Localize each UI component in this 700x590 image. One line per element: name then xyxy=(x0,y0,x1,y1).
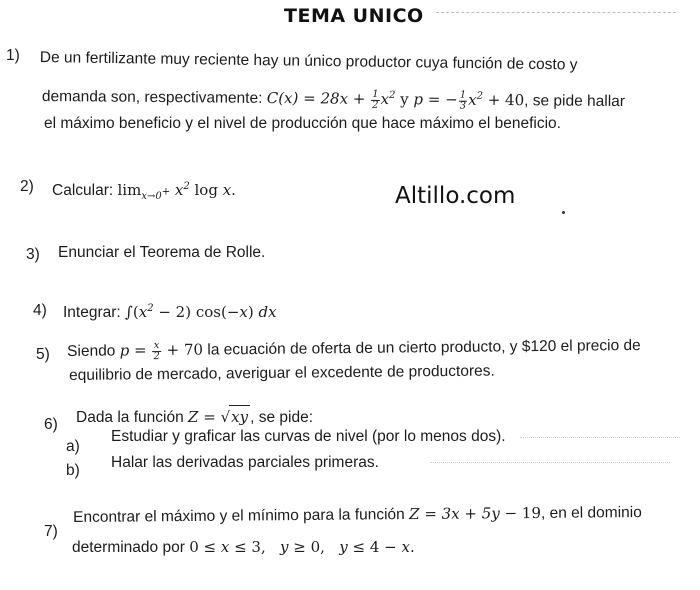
supply-equation: p = $\frac{x}{2}$ + 70 xyxy=(119,339,204,362)
question-6-text xyxy=(76,405,313,429)
question-5-line-2: equilibrio de mercado, averiguar el excedente de productores. xyxy=(69,362,495,384)
question-6b-text: Halar las derivadas parciales primeras. xyxy=(111,454,379,471)
question-2-number: 2) xyxy=(20,178,34,195)
question-4-text xyxy=(63,298,277,324)
question-6-number: 6) xyxy=(44,416,58,433)
cost-demand-formula: C(x) = 28x + $\frac{1}{2}$ $x^2$ y p = − $\frac{1}{3}$ $x^2 + 40$ xyxy=(266,88,525,112)
function-z-sqrt: Z = √xy xyxy=(188,408,250,426)
question-3-number: 3) xyxy=(26,246,40,263)
objective-function: Z = 3x + 5y − 19 xyxy=(408,503,542,524)
question-1-lead: demanda son, respectivamente: xyxy=(41,87,263,107)
speck xyxy=(562,211,565,214)
question-6-lead: Dada la función xyxy=(76,409,184,426)
question-5-lead: Siendo xyxy=(67,342,116,360)
limit-expression: $\lim_{x\to 0^+} x^2$ log x. xyxy=(117,181,236,202)
question-1-line-2 xyxy=(42,82,625,113)
question-6-tail: , se pide: xyxy=(250,409,313,426)
faint-mark xyxy=(520,437,680,438)
question-7-lead: Encontrar el máximo y el mínimo para la función xyxy=(73,506,405,526)
domain-constraints: 0 ≤ x ≤ 3, y ≥ 0, y ≤ 4 − x. xyxy=(189,538,415,556)
question-2-lead: Calcular: xyxy=(52,182,114,199)
question-5-tail: la ecuación de oferta de un cierto producto, y $120 el precio de xyxy=(207,336,641,359)
question-1-number: 1) xyxy=(6,47,20,64)
header-rule xyxy=(436,12,676,13)
question-1-line-3: el máximo beneficio y el nivel de producción que hace máximo el beneficio. xyxy=(44,115,561,132)
question-7-number: 7) xyxy=(44,523,58,540)
question-6a-label: a) xyxy=(66,438,80,455)
question-5-number: 5) xyxy=(36,346,50,363)
question-1-tail: , se pide hallar xyxy=(524,92,626,111)
question-3-text: Enunciar el Teorema de Rolle. xyxy=(58,244,266,261)
faint-mark xyxy=(430,462,670,463)
question-4-lead: Integrar: xyxy=(63,304,121,321)
watermark: Altillo.com xyxy=(395,183,516,209)
question-6b-label: b) xyxy=(66,462,80,479)
page-title: TEMA UNICO xyxy=(284,5,424,27)
question-7-line-1 xyxy=(73,501,642,529)
question-7-tail: , en el dominio xyxy=(540,504,642,522)
question-5-line-1 xyxy=(67,334,641,363)
question-7-domain-lead: determinado por xyxy=(72,539,185,556)
question-7-line-2 xyxy=(72,536,415,559)
integral-expression: $\int(x^2 - 2)$ cos(−x) dx xyxy=(125,303,277,321)
question-4-number: 4) xyxy=(33,302,47,319)
question-6a-text: Estudiar y graficar las curvas de nivel (por lo menos dos). xyxy=(111,428,506,445)
question-1-line-1: De un fertilizante muy reciente hay un único productor cuya función de costo y xyxy=(39,48,578,74)
question-2-text xyxy=(52,176,236,208)
